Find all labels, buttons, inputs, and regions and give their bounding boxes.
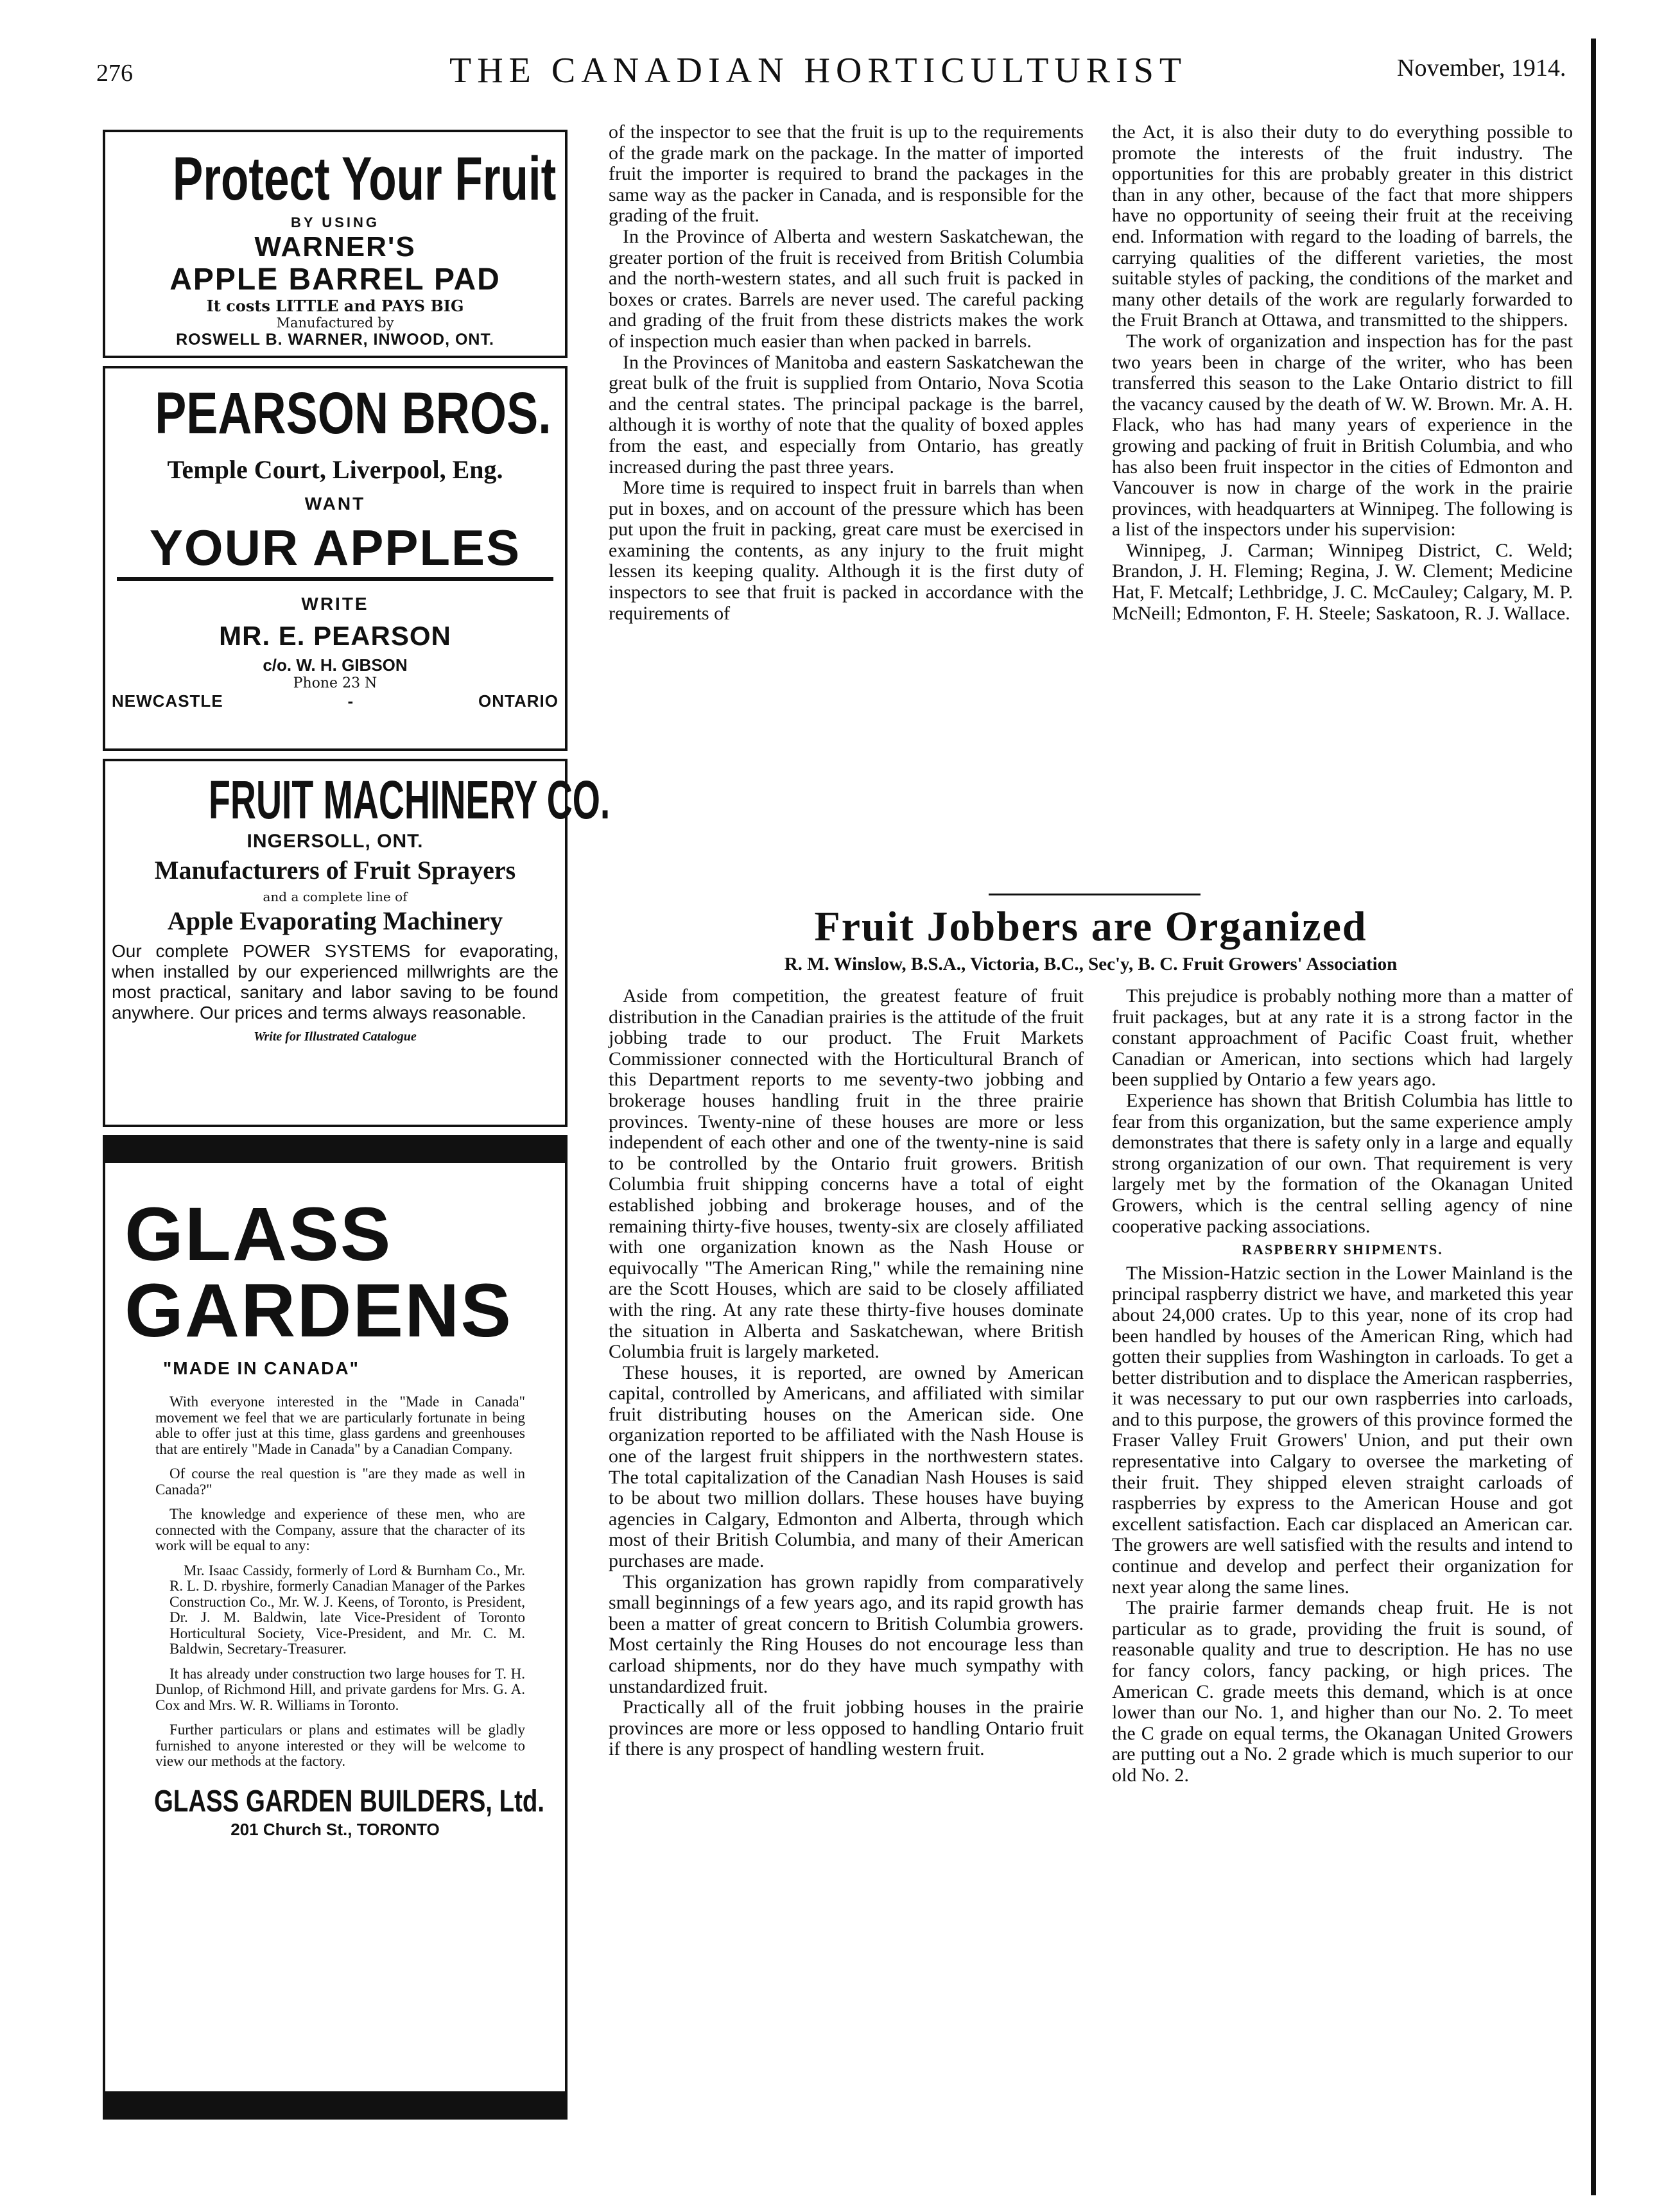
pearson-town: NEWCASTLE: [112, 691, 223, 711]
warner-headline: Protect Your Fruit: [172, 144, 557, 213]
gg-p2: Of course the real question is "are they made as well in Canada?": [155, 1465, 525, 1498]
pearson-dash: -: [347, 691, 354, 711]
fm-name: FRUIT MACHINERY CO.: [209, 770, 611, 830]
paragraph: The prairie farmer demands cheap fruit. He is not particular as to grade, providing the fruit is sound, of reasonable quality and true to description. He has no use for fancy colors, fancy packing, or high prices. The American C. grade meets this demand, which is at once lower than our No. 1, and higher than our No. 2. To meet the C grade on equal terms, the Okanagan United Growers are putting out a No. 2 grade which is much superior to our old No. 2.: [1112, 1597, 1573, 1786]
article-title: Fruit Jobbers are Organized: [814, 903, 1367, 950]
fm-body: Our complete POWER SYSTEMS for evaporating, when installed by our experienced millwrights are the most practical, sanitary and labor saving to be found anywhere. Our prices and terms always reasonable.: [112, 941, 559, 1023]
pearson-province: ONTARIO: [478, 691, 559, 711]
warner-by-using: BY USING: [291, 214, 379, 230]
gg-p5: It has already under construction two large houses for T. H. Dunlop, of Richmond Hill, and private gardens for Mrs. G. A. Cox and Mrs. W. R. Williams in Toronto.: [155, 1665, 525, 1713]
fm-line2: and a complete line of: [263, 889, 408, 904]
raspberry-subhead: RASPBERRY SHIPMENTS.: [1242, 1241, 1443, 1258]
article-column-1: [609, 986, 1084, 1760]
pearson-ad: [103, 366, 568, 751]
pearson-address: Temple Court, Liverpool, Eng.: [167, 455, 503, 484]
pearson-care-of: c/o. W. H. GIBSON: [263, 655, 408, 675]
paragraph: In the Provinces of Manitoba and eastern Saskatchewan the great bulk of the fruit is supplied from Ontario, Nova Scotia and the central states. The principal package is the barrel, although it is worthy of note that the quality of boxed apples from the east, and especially from Ontario, has greatly increased during the past three years.: [609, 351, 1084, 478]
warner-tagline: It costs LITTLE and PAYS BIG: [206, 297, 464, 315]
paragraph: of the inspector to see that the fruit is up to the requirements of the grade mark on the package. In the matter of imported fruit the importer is required to brand the packages in the same way as the packer in Canada, and is responsible for the grading of the fruit.: [609, 121, 1084, 227]
gg-p4: Mr. Isaac Cassidy, formerly of Lord & Burnham Co., Mr. R. L. D. rbyshire, formerly Canadian Manager of the Parkes Construction Co., Mr. W. J. Keens, of Toronto, is President, Dr. J. M. Baldwin, late Vice-President of Toronto Horticultural Society, Vice-President, and Mr. C. M. Baldwin, Secretary-Treasurer.: [169, 1562, 525, 1657]
continued-column-1: [609, 122, 1084, 624]
paragraph: the Act, it is also their duty to do everything possible to promote the interests of the fruit industry. The opportunities for this are probably greater in this district than in any other, because of the fact that more shippers have no opportunity of seeing their fruit at the receiving end. Information with regard to the loading of barrels, the carrying qualities of the different varieties, the most suitable styles of packing, the conditions of the market and many other details of the work are regularly forwarded to the Fruit Branch at Ottawa, and transmitted to the shippers.: [1112, 121, 1573, 331]
fm-line3: Apple Evaporating Machinery: [167, 906, 503, 935]
glass-gardens-ad: [103, 1135, 568, 2120]
gg-p3: The knowledge and experience of these men, who are connected with the Company, assure that the character of its work will be equal to any:: [155, 1506, 525, 1553]
page-edge-rule: [1591, 39, 1596, 2195]
warner-product: APPLE BARREL PAD: [169, 263, 501, 297]
pearson-write: WRITE: [301, 594, 369, 614]
issue-date: November, 1914.: [1397, 55, 1566, 82]
paragraph: This organization has grown rapidly from comparatively small beginnings of a few years ago, and its rapid growth has been a matter of great concern to British Columbia growers. Most certainly the Ring Houses do not encourage less than carload shipments, nor do they have much sympathy with unstandardized fruit.: [609, 1571, 1084, 1697]
gg-title2: GARDENS: [125, 1268, 513, 1353]
paragraph: The Mission-Hatzic section in the Lower Mainland is the principal raspberry district we have, and marketed this year about 24,000 crates. Up to this year, none of its crop had been handled by houses of the American Ring, which had gotten their supplies from Washington in carloads. To get a better distribution and to displace the American raspberries, it was necessary to put our own raspberries into carloads, and to this purpose, the growers of this province formed the Fraser Valley Fruit Growers' Union, and put their own representative into Calgary to oversee the marketing of their fruit. They shipped eleven straight carloads of raspberries by express to the American House and got excellent satisfaction. Each car displaced an American car. The growers are well satisfied with the results and intend to continue and develop and perfect their organization for next year along the same lines.: [1112, 1262, 1573, 1598]
gg-title1: GLASS: [125, 1192, 392, 1277]
paragraph: More time is required to inspect fruit in barrels than when put in boxes, and on account of the pressure which has been put upon the fruit in packing, great care must be exercised in examining the contents, as any injury to the fruit might lessen its keeping quality. Although it is the first duty of inspectors to see that fruit is packed in accordance with the requirements of: [609, 477, 1084, 624]
paragraph: Winnipeg, J. Carman; Winnipeg District, C. Weld; Brandon, J. H. Fleming; Regina, J. W. Clement; Medicine Hat, F. Metcalf; Lethbridge, J. C. McCauley; Calgary, M. P. McNeill; Edmonton, F. H. Steele; Saskatoon, R. J. Wallace.: [1112, 539, 1573, 624]
paragraph: This prejudice is probably nothing more than a matter of fruit packages, but at any rate it is a strong factor in the constant approachment of Pacific Coast fruit, whether Canadian or American, into sections which had largely been supplied by Ontario a few years ago.: [1112, 985, 1573, 1091]
gg-p6: Further particulars or plans and estimates will be gladly furnished to anyone interested or they will be welcome to view our methods at the factory.: [155, 1722, 525, 1769]
fruit-machinery-ad: [103, 759, 611, 1127]
paragraph: Practically all of the fruit jobbing houses in the prairie provinces are more or less opposed to handling Ontario fruit if there is any prospect of handling western fruit.: [609, 1697, 1084, 1760]
article-byline: R. M. Winslow, B.S.A., Victoria, B.C., Sec'y, B. C. Fruit Growers' Association: [784, 954, 1398, 974]
pearson-name: PEARSON BROS.: [155, 381, 551, 446]
pearson-contact: MR. E. PEARSON: [219, 621, 451, 651]
paragraph: These houses, it is reported, are owned by American capital, controlled by Americans, and affiliated with similar fruit distributing houses on the American side. One organization reported to be affiliated with the Nash House is one of the largest fruit shippers in the northwestern states. The total capitalization of the Canadian Nash Houses is said to be about two million dollars. These houses have buying agencies in Calgary, Edmonton and Alberta, through which most of their British Columbia, and many of their American purchases are made.: [609, 1361, 1084, 1572]
article-column-2: [1112, 986, 1573, 1786]
pearson-want: WANT: [304, 494, 366, 514]
paragraph: The work of organization and inspection has for the past two years been in charge of the writer, who has been transferred this season to the Lake Ontario district to fill the vacancy caused by the death of W. W. Brown. Mr. A. H. Flack, who has had many years of experience in the growing and packing of fruit in British Columbia, and who has also been fruit inspector in the cities of Edmonton and Vancouver is now in charge of the work in the prairie provinces, with headquarters at Winnipeg. The following is a list of the inspectors under his supervision:: [1112, 330, 1573, 540]
warner-ad: [103, 130, 568, 358]
fm-line1: Manufacturers of Fruit Sprayers: [154, 856, 516, 885]
paragraph: In the Province of Alberta and western Saskatchewan, the greater portion of the fruit is received from British Columbia and the north-western states, and all such fruit is packed in boxes or crates. Barrels are never used. The careful packing and grading of the fruit from these districts makes the work of inspection much easier than when packed in barrels.: [609, 225, 1084, 352]
page-number: 276: [96, 60, 133, 87]
fm-catalogue: Write for Illustrated Catalogue: [254, 1030, 417, 1044]
fm-town: INGERSOLL, ONT.: [247, 831, 424, 852]
warner-maker: ROSWELL B. WARNER, INWOOD, ONT.: [176, 331, 494, 349]
gg-subtitle: "MADE IN CANADA": [163, 1358, 360, 1378]
warner-manufactured-by: Manufactured by: [276, 315, 394, 331]
paragraph: Aside from competition, the greatest feature of fruit distribution in the Canadian prairies is the attitude of the fruit jobbing trade to our product. The Fruit Markets Commissioner connected with the Horticultural Branch of this Department reports to me seventy-two jobbing and brokerage houses handling fruit in the three prairie provinces. Twenty-nine of these houses are more or less independent of each other and one of the twenty-nine is said to be controlled by the Ontario fruit growers. British Columbia fruit shipping concerns have a total of eight established jobbing and brokerage houses, and of the remaining thirty-five houses, twenty-six are closely affiliated with one organization known as the Nash House or equivocally "The American Ring," while the remaining nine are the Scott Houses, which are said to be closely affiliated with the ring. At any rate these thirty-five houses dominate the situation in Alberta and Saskatchewan, where British Columbia fruit is largely marketed.: [609, 985, 1084, 1363]
paragraph: Experience has shown that British Columbia has little to fear from this organization, but the same experience amply demonstrates that there is safety only in a large and equally strong organization of our own. That requirement is very largely met by the formation of the Okanagan United Growers, which is the central selling agency of nine cooperative packing associations.: [1112, 1089, 1573, 1237]
gg-p1: With everyone interested in the "Made in Canada" movement we feel that we are particularly fortunate in being able to offer just at this time, glass gardens and greenhouses that are entirely "Made in Canada" by a Canadian Company.: [155, 1394, 525, 1457]
gg-company: GLASS GARDEN BUILDERS, Ltd.: [154, 1784, 545, 1819]
continued-column-2: [1112, 122, 1573, 624]
section-divider: [989, 894, 1201, 895]
journal-title: THE CANADIAN HORTICULTURIST: [449, 51, 1188, 91]
gg-address: 201 Church St., TORONTO: [230, 1819, 440, 1839]
warner-brand: WARNER'S: [254, 231, 416, 263]
pearson-headline: YOUR APPLES: [149, 519, 521, 576]
pearson-phone: Phone 23 N: [293, 675, 377, 691]
